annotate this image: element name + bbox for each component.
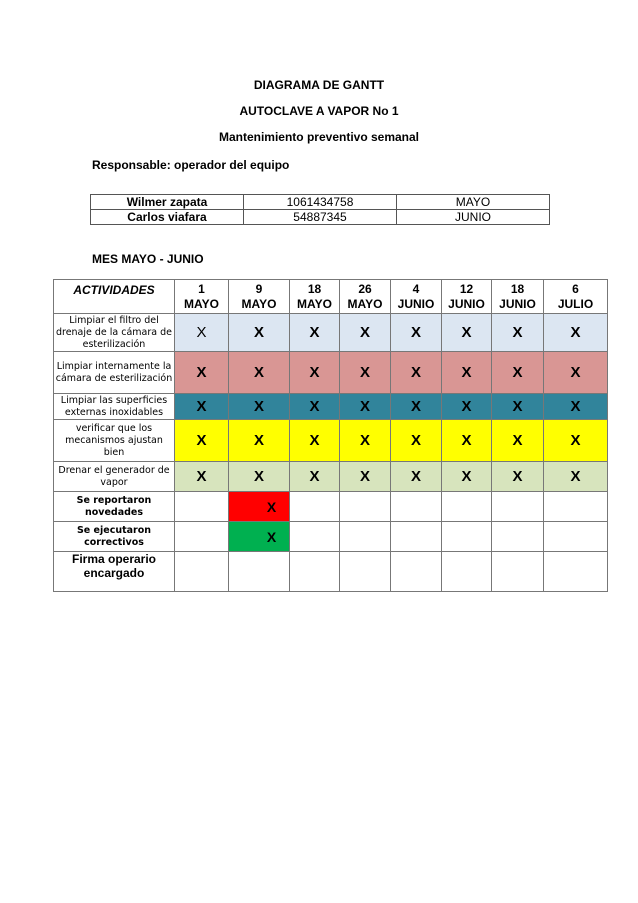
schedule-cell bbox=[544, 552, 608, 592]
schedule-cell: X bbox=[175, 352, 229, 394]
schedule-cell: X bbox=[544, 462, 608, 492]
schedule-cell: X bbox=[492, 420, 544, 462]
schedule-cell bbox=[175, 492, 229, 522]
schedule-cell: X bbox=[229, 352, 290, 394]
schedule-cell: X bbox=[544, 394, 608, 420]
document-title: DIAGRAMA DE GANTT bbox=[253, 78, 385, 92]
schedule-cell bbox=[391, 552, 442, 592]
schedule-cell bbox=[544, 492, 608, 522]
date-header: 12 JUNIO bbox=[442, 280, 492, 314]
schedule-cell: X bbox=[229, 394, 290, 420]
schedule-cell: X bbox=[442, 314, 492, 352]
gantt-row bbox=[54, 352, 608, 394]
schedule-cell: X bbox=[391, 462, 442, 492]
schedule-cell bbox=[391, 492, 442, 522]
schedule-cell: X bbox=[229, 492, 290, 522]
schedule-cell bbox=[340, 492, 391, 522]
schedule-cell: X bbox=[544, 314, 608, 352]
gantt-row bbox=[54, 420, 608, 462]
date-header: 1 MAYO bbox=[175, 280, 229, 314]
schedule-cell: X bbox=[492, 394, 544, 420]
schedule-cell: X bbox=[290, 352, 340, 394]
schedule-cell bbox=[544, 522, 608, 552]
date-header: 18 MAYO bbox=[290, 280, 340, 314]
schedule-cell: X bbox=[340, 314, 391, 352]
gantt-row bbox=[54, 522, 608, 552]
gantt-row bbox=[54, 394, 608, 420]
activity-label: Limpiar el filtro del drenaje de la cámara de esterilización bbox=[54, 314, 175, 352]
schedule-cell bbox=[290, 492, 340, 522]
schedule-cell: X bbox=[229, 522, 290, 552]
schedule-cell bbox=[229, 552, 290, 592]
schedule-cell: X bbox=[391, 420, 442, 462]
schedule-cell bbox=[492, 492, 544, 522]
schedule-cell: X bbox=[229, 462, 290, 492]
gantt-row bbox=[54, 462, 608, 492]
activity-label: Limpiar internamente la cámara de esterilización bbox=[54, 352, 175, 394]
schedule-cell bbox=[442, 492, 492, 522]
schedule-cell: X bbox=[492, 462, 544, 492]
person-id: 54887345 bbox=[244, 210, 397, 225]
schedule-cell: X bbox=[492, 314, 544, 352]
schedule-cell: X bbox=[340, 352, 391, 394]
activity-label: Se reportaron novedades bbox=[54, 492, 175, 522]
schedule-cell bbox=[492, 522, 544, 552]
schedule-cell: X bbox=[229, 314, 290, 352]
document-subtitle-2: Mantenimiento preventivo semanal bbox=[218, 130, 420, 144]
activity-label: Drenar el generador de vapor bbox=[54, 462, 175, 492]
activity-label: Limpiar las superficies externas inoxidables bbox=[54, 394, 175, 420]
person-id: 1061434758 bbox=[244, 195, 397, 210]
personnel-row bbox=[91, 210, 550, 225]
schedule-cell bbox=[442, 552, 492, 592]
schedule-cell: X bbox=[290, 462, 340, 492]
date-header: 6 JULIO bbox=[544, 280, 608, 314]
schedule-cell bbox=[442, 522, 492, 552]
responsible-label: Responsable: operador del equipo bbox=[92, 158, 290, 172]
document-subtitle: AUTOCLAVE A VAPOR No 1 bbox=[239, 104, 399, 118]
activities-header: ACTIVIDADES bbox=[54, 280, 175, 314]
person-name: Carlos viafara bbox=[91, 210, 244, 225]
schedule-cell: X bbox=[290, 314, 340, 352]
schedule-cell bbox=[175, 552, 229, 592]
schedule-cell: X bbox=[442, 394, 492, 420]
person-month: MAYO bbox=[397, 195, 550, 210]
schedule-cell: X bbox=[340, 420, 391, 462]
schedule-cell: X bbox=[442, 462, 492, 492]
activity-label: Se ejecutaron correctivos bbox=[54, 522, 175, 552]
schedule-cell: X bbox=[544, 420, 608, 462]
month-label: MES MAYO - JUNIO bbox=[92, 252, 204, 266]
schedule-cell: X bbox=[340, 394, 391, 420]
date-header: 18 JUNIO bbox=[492, 280, 544, 314]
person-name: Wilmer zapata bbox=[91, 195, 244, 210]
date-header: 26 MAYO bbox=[340, 280, 391, 314]
person-month: JUNIO bbox=[397, 210, 550, 225]
schedule-cell: X bbox=[229, 420, 290, 462]
schedule-cell: X bbox=[442, 420, 492, 462]
schedule-cell bbox=[391, 522, 442, 552]
schedule-cell: X bbox=[391, 394, 442, 420]
schedule-cell bbox=[175, 522, 229, 552]
schedule-cell: X bbox=[340, 462, 391, 492]
activity-label: Firma operario encargado bbox=[54, 552, 175, 592]
schedule-cell: X bbox=[175, 462, 229, 492]
schedule-cell: X bbox=[391, 352, 442, 394]
schedule-cell: X bbox=[391, 314, 442, 352]
schedule-cell: X bbox=[492, 352, 544, 394]
schedule-cell: X bbox=[175, 394, 229, 420]
schedule-cell: X bbox=[442, 352, 492, 394]
schedule-cell: X bbox=[290, 394, 340, 420]
schedule-cell bbox=[290, 522, 340, 552]
schedule-cell bbox=[492, 552, 544, 592]
activity-label: verificar que los mecanismos ajustan bien bbox=[54, 420, 175, 462]
schedule-cell bbox=[290, 552, 340, 592]
date-header: 9 MAYO bbox=[229, 280, 290, 314]
schedule-cell: X bbox=[175, 314, 229, 352]
schedule-cell: X bbox=[175, 420, 229, 462]
schedule-cell: X bbox=[290, 420, 340, 462]
personnel-row bbox=[91, 195, 550, 210]
date-header: 4 JUNIO bbox=[391, 280, 442, 314]
gantt-row bbox=[54, 552, 608, 592]
gantt-row bbox=[54, 314, 608, 352]
schedule-cell bbox=[340, 522, 391, 552]
schedule-cell bbox=[340, 552, 391, 592]
gantt-header-row bbox=[54, 280, 608, 314]
personnel-table bbox=[90, 194, 550, 225]
gantt-row bbox=[54, 492, 608, 522]
gantt-table bbox=[53, 279, 608, 592]
schedule-cell: X bbox=[544, 352, 608, 394]
